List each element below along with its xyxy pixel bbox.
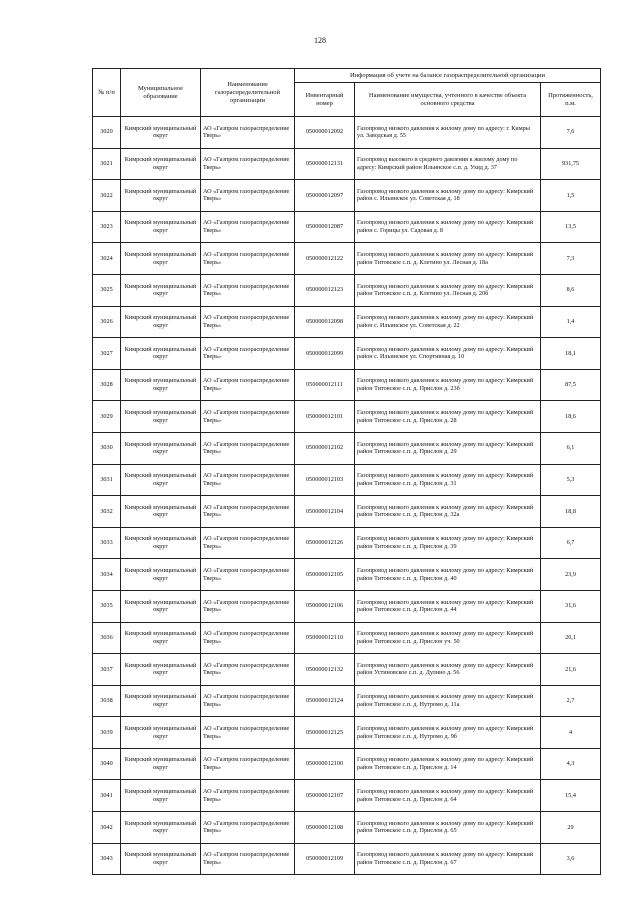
cell-property-name: Газопровод низкого давления к жилому дому по адресу: Кимрский район Титовское с.п. д. Прислон д. 40 xyxy=(355,559,541,591)
cell-organization: АО «Газпром газораспределение Тверь» xyxy=(201,211,295,243)
cell-inventory-number: 050000012123 xyxy=(295,274,355,306)
cell-municipality: Кимрский муниципальный округ xyxy=(121,401,201,433)
cell-length: 29 xyxy=(541,812,601,844)
cell-length: 20,1 xyxy=(541,622,601,654)
cell-length: 18,6 xyxy=(541,401,601,433)
cell-length: 23,9 xyxy=(541,559,601,591)
cell-municipality: Кимрский муниципальный округ xyxy=(121,464,201,496)
cell-length: 6,1 xyxy=(541,432,601,464)
table-row xyxy=(93,654,601,686)
cell-organization: АО «Газпром газораспределение Тверь» xyxy=(201,180,295,212)
cell-municipality: Кимрский муниципальный округ xyxy=(121,274,201,306)
cell-municipality: Кимрский муниципальный округ xyxy=(121,685,201,717)
cell-municipality: Кимрский муниципальный округ xyxy=(121,148,201,180)
cell-no: 3033 xyxy=(93,527,121,559)
cell-municipality: Кимрский муниципальный округ xyxy=(121,812,201,844)
cell-organization: АО «Газпром газораспределение Тверь» xyxy=(201,685,295,717)
cell-no: 3035 xyxy=(93,590,121,622)
cell-inventory-number: 050000012132 xyxy=(295,654,355,686)
cell-inventory-number: 050000012131 xyxy=(295,148,355,180)
page-number: 128 xyxy=(314,36,326,45)
table-row xyxy=(93,527,601,559)
cell-property-name: Газопровод низкого давления к жилому дому по адресу: Кимрский район Титовское с.п. д. Клетино ул. Лесная д. 18а xyxy=(355,243,541,275)
cell-inventory-number: 050000012104 xyxy=(295,496,355,528)
cell-municipality: Кимрский муниципальный округ xyxy=(121,527,201,559)
table-row xyxy=(93,432,601,464)
cell-no: 3031 xyxy=(93,464,121,496)
cell-municipality: Кимрский муниципальный округ xyxy=(121,369,201,401)
cell-municipality: Кимрский муниципальный округ xyxy=(121,559,201,591)
cell-organization: АО «Газпром газораспределение Тверь» xyxy=(201,338,295,370)
cell-length: 87,5 xyxy=(541,369,601,401)
table-row xyxy=(93,243,601,275)
cell-length: 31,6 xyxy=(541,590,601,622)
cell-organization: АО «Газпром газораспределение Тверь» xyxy=(201,243,295,275)
cell-property-name: Газопровод низкого давления к жилому дому по адресу: Кимрский район Титовское с.п. д. Прислон д. 44 xyxy=(355,590,541,622)
cell-no: 3022 xyxy=(93,180,121,212)
cell-inventory-number: 050000012099 xyxy=(295,338,355,370)
cell-length: 2,7 xyxy=(541,685,601,717)
table-row xyxy=(93,843,601,875)
cell-inventory-number: 050000012125 xyxy=(295,717,355,749)
cell-no: 3021 xyxy=(93,148,121,180)
cell-organization: АО «Газпром газораспределение Тверь» xyxy=(201,527,295,559)
cell-property-name: Газопровод низкого давления к жилому дому по адресу: Кимрский район Титовское с.п. д. Прислон д. 64 xyxy=(355,780,541,812)
cell-property-name: Газопровод низкого давления к жилому дому по адресу: г. Кимры ул. Заводская д. 55 xyxy=(355,117,541,149)
cell-inventory-number: 050000012097 xyxy=(295,180,355,212)
table-body xyxy=(93,117,601,875)
cell-organization: АО «Газпром газораспределение Тверь» xyxy=(201,274,295,306)
cell-organization: АО «Газпром газораспределение Тверь» xyxy=(201,401,295,433)
cell-no: 3020 xyxy=(93,117,121,149)
cell-organization: АО «Газпром газораспределение Тверь» xyxy=(201,117,295,149)
cell-property-name: Газопровод низкого давления к жилому дому по адресу: Кимрский район Титовское с.п. д. Прислон д. 31 xyxy=(355,464,541,496)
cell-inventory-number: 050000012087 xyxy=(295,211,355,243)
cell-property-name: Газопровод низкого давления к жилому дому по адресу: Кимрский район Титовское с.п. д. Прислон д. 65 xyxy=(355,812,541,844)
cell-length: 4,3 xyxy=(541,748,601,780)
cell-no: 3034 xyxy=(93,559,121,591)
cell-length: 7,6 xyxy=(541,117,601,149)
cell-property-name: Газопровод низкого давления к жилому дому по адресу: Кимрский район с. Ильинское ул. Советская д. 18 xyxy=(355,180,541,212)
cell-organization: АО «Газпром газораспределение Тверь» xyxy=(201,369,295,401)
cell-inventory-number: 050000012092 xyxy=(295,117,355,149)
table-row xyxy=(93,780,601,812)
cell-no: 3037 xyxy=(93,654,121,686)
cell-property-name: Газопровод низкого давления к жилому дому по адресу: Кимрский район с. Ильинское ул. Советская д. 22 xyxy=(355,306,541,338)
cell-municipality: Кимрский муниципальный округ xyxy=(121,243,201,275)
cell-length: 8,6 xyxy=(541,274,601,306)
header-organization: Наименование газораспределительной организации xyxy=(201,69,295,117)
cell-organization: АО «Газпром газораспределение Тверь» xyxy=(201,306,295,338)
cell-property-name: Газопровод низкого давления к жилому дому по адресу: Кимрский район Титовское с.п. д. Прислон д. 32а xyxy=(355,496,541,528)
cell-property-name: Газопровод низкого давления к жилому дому по адресу: Кимрский район Титовское с.п. д. Прислон д. 14 xyxy=(355,748,541,780)
cell-municipality: Кимрский муниципальный округ xyxy=(121,496,201,528)
header-balance-info: Информация об учете на балансе газораспределительной организации xyxy=(295,69,601,83)
cell-property-name: Газопровод низкого давления к жилому дому по адресу: Кимрский район Титовское с.п. д. Нутромо д. 11а xyxy=(355,685,541,717)
header-length: Протяженность, п.м. xyxy=(541,83,601,117)
cell-no: 3043 xyxy=(93,843,121,875)
cell-organization: АО «Газпром газораспределение Тверь» xyxy=(201,559,295,591)
table-row xyxy=(93,685,601,717)
header-property-name: Наименование имущества, учтенного в качестве объекта основного средства xyxy=(355,83,541,117)
table-row xyxy=(93,148,601,180)
table-row xyxy=(93,306,601,338)
table-row xyxy=(93,117,601,149)
cell-property-name: Газопровод низкого давления к жилому дому по адресу: Кимрский район Титовское с.п. д. Прислон д. 29 xyxy=(355,432,541,464)
cell-no: 3038 xyxy=(93,685,121,717)
cell-inventory-number: 050000012126 xyxy=(295,527,355,559)
table-row xyxy=(93,496,601,528)
table-row xyxy=(93,748,601,780)
table-row xyxy=(93,211,601,243)
table-row xyxy=(93,622,601,654)
cell-organization: АО «Газпром газораспределение Тверь» xyxy=(201,590,295,622)
cell-property-name: Газопровод низкого давления к жилому дому по адресу: Кимрский район с. Ильинское ул. Спортивная д. 10 xyxy=(355,338,541,370)
cell-municipality: Кимрский муниципальный округ xyxy=(121,338,201,370)
cell-inventory-number: 050000012101 xyxy=(295,401,355,433)
cell-organization: АО «Газпром газораспределение Тверь» xyxy=(201,812,295,844)
cell-inventory-number: 050000012111 xyxy=(295,369,355,401)
cell-municipality: Кимрский муниципальный округ xyxy=(121,843,201,875)
cell-inventory-number: 050000012103 xyxy=(295,464,355,496)
cell-no: 3027 xyxy=(93,338,121,370)
cell-municipality: Кимрский муниципальный округ xyxy=(121,180,201,212)
cell-inventory-number: 050000012098 xyxy=(295,306,355,338)
cell-property-name: Газопровод низкого давления к жилому дому по адресу: Кимрский район с. Горицы ул. Садовая д. 8 xyxy=(355,211,541,243)
cell-no: 3025 xyxy=(93,274,121,306)
cell-inventory-number: 050000012109 xyxy=(295,843,355,875)
cell-municipality: Кимрский муниципальный округ xyxy=(121,622,201,654)
cell-property-name: Газопровод низкого давления к жилому дому по адресу: Кимрский район Титовское с.п. д. Прислон д. 67 xyxy=(355,843,541,875)
cell-municipality: Кимрский муниципальный округ xyxy=(121,306,201,338)
cell-length: 18,8 xyxy=(541,496,601,528)
cell-inventory-number: 050000012102 xyxy=(295,432,355,464)
cell-no: 3029 xyxy=(93,401,121,433)
cell-length: 15,4 xyxy=(541,780,601,812)
cell-organization: АО «Газпром газораспределение Тверь» xyxy=(201,496,295,528)
table-row xyxy=(93,274,601,306)
cell-municipality: Кимрский муниципальный округ xyxy=(121,117,201,149)
cell-no: 3028 xyxy=(93,369,121,401)
cell-organization: АО «Газпром газораспределение Тверь» xyxy=(201,464,295,496)
cell-inventory-number: 050000012110 xyxy=(295,622,355,654)
cell-property-name: Газопровод низкого давления к жилому дому по адресу: Кимрский район Титовское с.п. д. Клетино ул. Лесная д. 20б xyxy=(355,274,541,306)
cell-property-name: Газопровод низкого давления к жилому дому по адресу: Кимрский район Титовское с.п. д. Прислон д. 23б xyxy=(355,369,541,401)
cell-inventory-number: 050000012108 xyxy=(295,812,355,844)
cell-organization: АО «Газпром газораспределение Тверь» xyxy=(201,432,295,464)
cell-length: 5,3 xyxy=(541,464,601,496)
cell-organization: АО «Газпром газораспределение Тверь» xyxy=(201,622,295,654)
gas-pipeline-registry-table xyxy=(92,68,601,875)
cell-length: 7,3 xyxy=(541,243,601,275)
cell-property-name: Газопровод низкого давления к жилому дому по адресу: Кимрский район Титовское с.п. д. Прислон д. 39 xyxy=(355,527,541,559)
table-row xyxy=(93,180,601,212)
cell-length: 21,6 xyxy=(541,654,601,686)
header-municipality: Муниципальное образование xyxy=(121,69,201,117)
cell-no: 3030 xyxy=(93,432,121,464)
cell-municipality: Кимрский муниципальный округ xyxy=(121,748,201,780)
cell-municipality: Кимрский муниципальный округ xyxy=(121,780,201,812)
cell-inventory-number: 050000012124 xyxy=(295,685,355,717)
cell-inventory-number: 050000012107 xyxy=(295,780,355,812)
cell-property-name: Газопровод низкого давления к жилому дому по адресу: Кимрский район Титовское с.п. д. Прислон д. 28 xyxy=(355,401,541,433)
table-row xyxy=(93,559,601,591)
table-row xyxy=(93,590,601,622)
cell-municipality: Кимрский муниципальный округ xyxy=(121,432,201,464)
cell-no: 3026 xyxy=(93,306,121,338)
cell-no: 3024 xyxy=(93,243,121,275)
cell-length: 13,5 xyxy=(541,211,601,243)
cell-length: 4 xyxy=(541,717,601,749)
table-row xyxy=(93,401,601,433)
cell-organization: АО «Газпром газораспределение Тверь» xyxy=(201,843,295,875)
table-row xyxy=(93,338,601,370)
cell-inventory-number: 050000012106 xyxy=(295,590,355,622)
cell-no: 3023 xyxy=(93,211,121,243)
cell-organization: АО «Газпром газораспределение Тверь» xyxy=(201,748,295,780)
cell-no: 3039 xyxy=(93,717,121,749)
cell-organization: АО «Газпром газораспределение Тверь» xyxy=(201,780,295,812)
cell-property-name: Газопровод низкого давления к жилому дому по адресу: Кимрский район Титовское с.п. д. Нутромо д. 9б xyxy=(355,717,541,749)
table-row xyxy=(93,717,601,749)
table-row xyxy=(93,464,601,496)
cell-organization: АО «Газпром газораспределение Тверь» xyxy=(201,717,295,749)
cell-property-name: Газопровод низкого давления к жилому дому по адресу: Кимрский район Титовское с.п. д. Прислон уч. 50 xyxy=(355,622,541,654)
header-no: № п/п xyxy=(93,69,121,117)
cell-inventory-number: 050000012122 xyxy=(295,243,355,275)
cell-organization: АО «Газпром газораспределение Тверь» xyxy=(201,654,295,686)
cell-length: 3,6 xyxy=(541,843,601,875)
cell-length: 18,1 xyxy=(541,338,601,370)
cell-no: 3041 xyxy=(93,780,121,812)
cell-municipality: Кимрский муниципальный округ xyxy=(121,654,201,686)
header-inventory: Инвентарный номер xyxy=(295,83,355,117)
cell-property-name: Газопровод низкого давления к жилому дому по адресу: Кимрский район Устиновское с.п. д. Дулино д. 56 xyxy=(355,654,541,686)
cell-length: 6,7 xyxy=(541,527,601,559)
cell-property-name: Газопровод высокого и среднего давления к жилому дому по адресу: Кимрский район Ильинское с.п. д. Ухвд д. 37 xyxy=(355,148,541,180)
cell-municipality: Кимрский муниципальный округ xyxy=(121,590,201,622)
table-row xyxy=(93,369,601,401)
cell-length: 1,5 xyxy=(541,180,601,212)
cell-inventory-number: 050000012105 xyxy=(295,559,355,591)
table-row xyxy=(93,812,601,844)
cell-organization: АО «Газпром газораспределение Тверь» xyxy=(201,148,295,180)
cell-length: 931,75 xyxy=(541,148,601,180)
cell-no: 3032 xyxy=(93,496,121,528)
header-row-top xyxy=(93,69,601,83)
cell-inventory-number: 050000012100 xyxy=(295,748,355,780)
cell-no: 3042 xyxy=(93,812,121,844)
cell-no: 3036 xyxy=(93,622,121,654)
cell-municipality: Кимрский муниципальный округ xyxy=(121,211,201,243)
cell-municipality: Кимрский муниципальный округ xyxy=(121,717,201,749)
cell-no: 3040 xyxy=(93,748,121,780)
cell-length: 1,4 xyxy=(541,306,601,338)
